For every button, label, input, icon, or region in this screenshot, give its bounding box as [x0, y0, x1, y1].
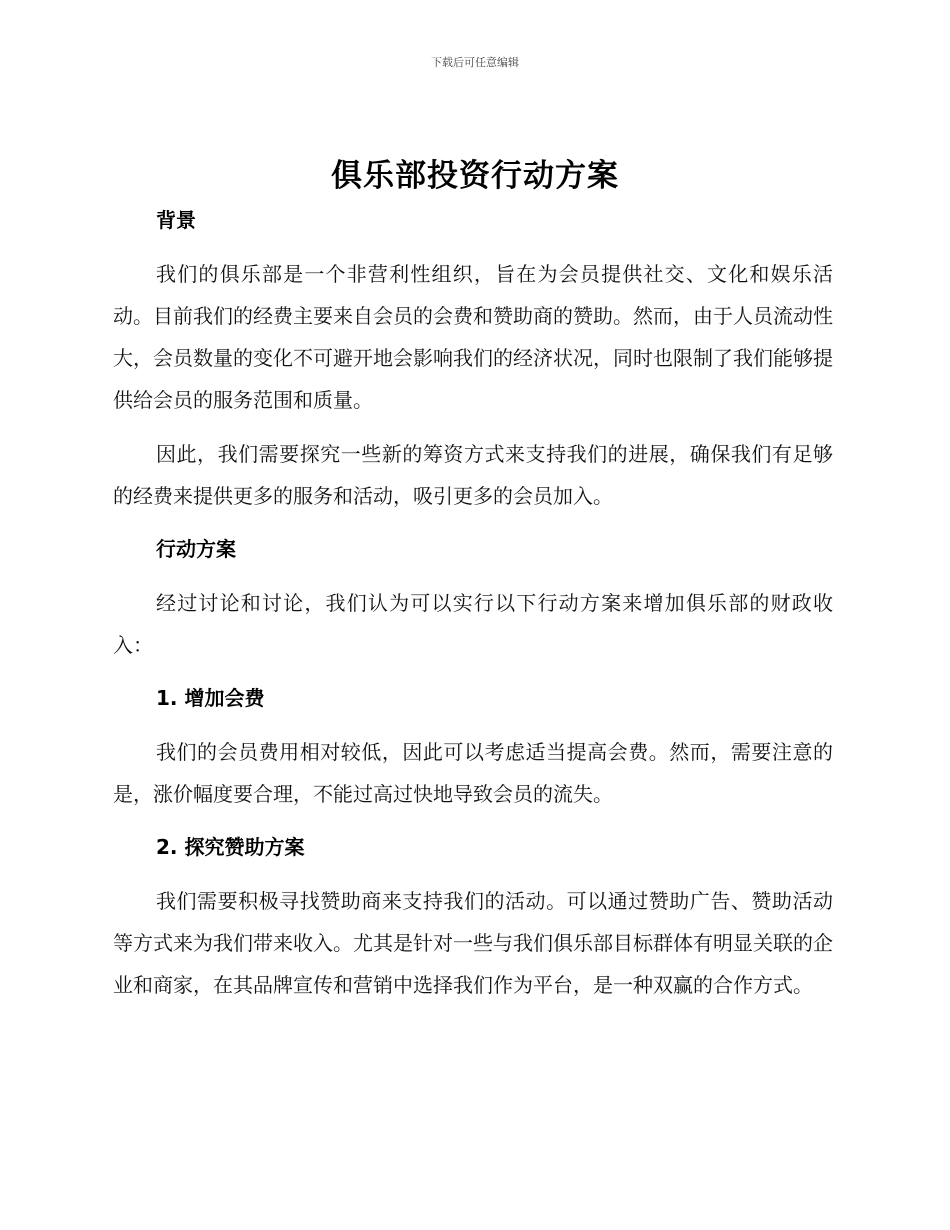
paragraph: 经过讨论和讨论，我们认为可以实行以下行动方案来增加俱乐部的财政收入：	[113, 591, 833, 657]
document-title: 俱乐部投资行动方案	[331, 158, 619, 194]
section-heading-action-plan: 行动方案	[156, 537, 236, 561]
paragraph: 因此，我们需要探究一些新的筹资方式来支持我们的进展，确保我们有足够的经费来提供更多的服务和活动，吸引更多的会员加入。	[113, 442, 833, 508]
document-body	[113, 200, 833, 1018]
paragraph: 我们需要积极寻找赞助商来支持我们的活动。可以通过赞助广告、赞助活动等方式来为我们带来收入。尤其是针对一些与我们俱乐部目标群体有明显关联的企业和商家，在其品牌宣传和营销中选择我们作为平台，是一种双赢的合作方式。	[113, 889, 833, 997]
paragraph: 我们的俱乐部是一个非营利性组织，旨在为会员提供社交、文化和娱乐活动。目前我们的经费主要来自会员的会费和赞助商的赞助。然而，由于人员流动性大，会员数量的变化不可避开地会影响我们的经济状况，同时也限制了我们能够提供给会员的服务范围和质量。	[113, 262, 833, 412]
running-header: 下载后可任意编辑	[431, 56, 519, 69]
subsection-heading-sponsorship: 2. 探究赞助方案	[156, 835, 305, 859]
paragraph: 我们的会员费用相对较低，因此可以考虑适当提高会费。然而，需要注意的是，涨价幅度要合理，不能过高过快地导致会员的流失。	[113, 740, 833, 806]
section-heading-background: 背景	[156, 208, 196, 232]
subsection-heading-increase-fees: 1. 增加会费	[156, 686, 265, 710]
